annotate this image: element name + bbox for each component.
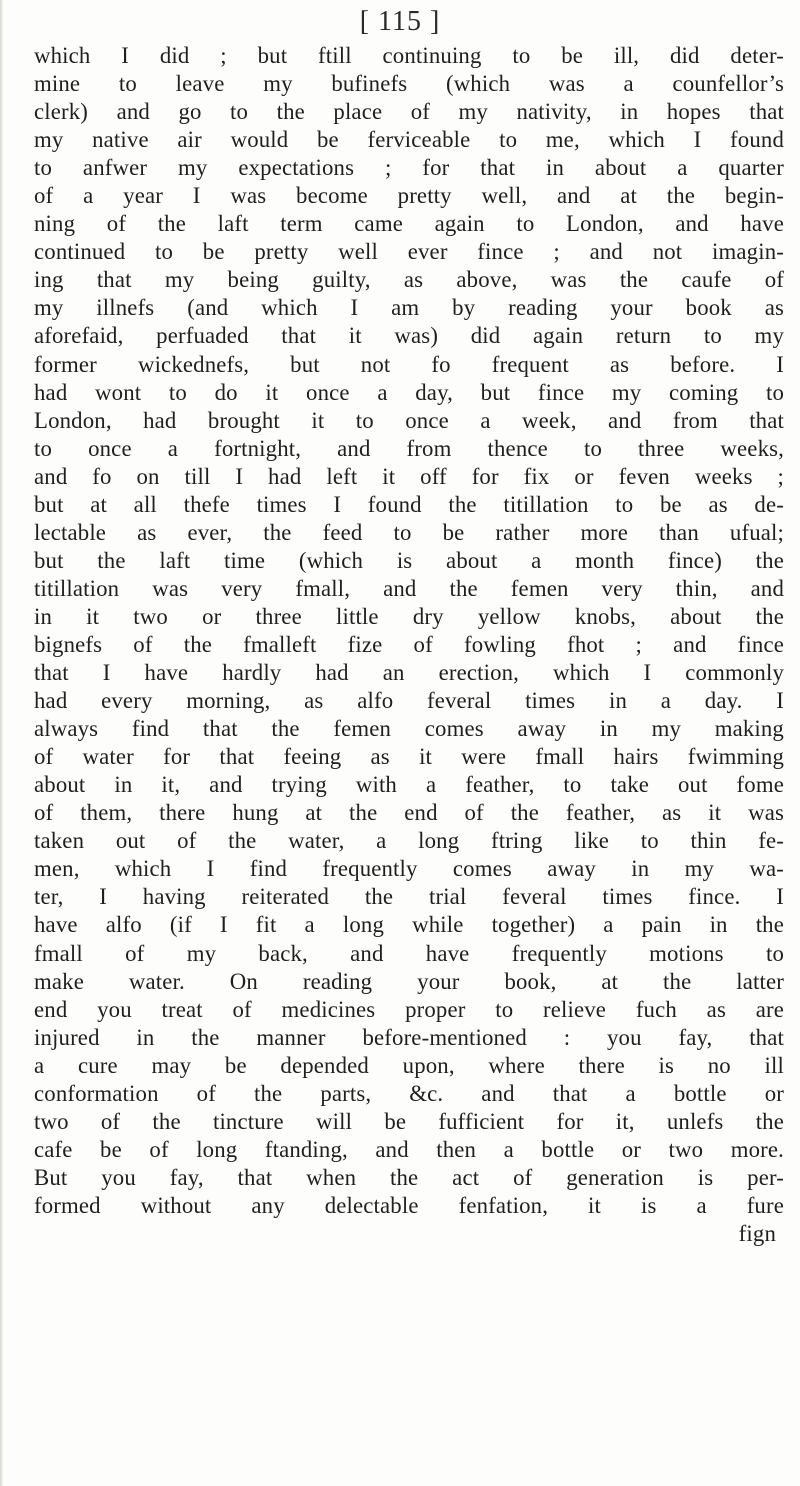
text-line: that I have hardly had an erection, which I commonly: [34, 660, 784, 686]
body-text: [34, 42, 784, 1248]
text-line: my native air would be ferviceable to me, which I found: [34, 127, 784, 153]
text-line: of them, there hung at the end of the feather, as it was: [34, 800, 784, 826]
text-line: end you treat of medicines proper to relieve fuch as are: [34, 996, 784, 1022]
text-line: continued to be pretty well ever fince ; and not imagin-: [34, 239, 784, 265]
text-line: about in it, and trying with a feather, to take out fome: [34, 772, 784, 798]
text-line: clerk) and go to the place of my nativity, in hopes that: [34, 99, 784, 125]
text-line: a cure may be depended upon, where there is no ill: [34, 1052, 784, 1078]
text-line: my illnefs (and which I am by reading your book as: [34, 295, 784, 321]
text-line: had wont to do it once a day, but fince my coming to: [34, 379, 784, 405]
text-line: of water for that feeing as it were fmall hairs fwimming: [34, 744, 784, 770]
text-line: but the laft time (which is about a month fince) the: [34, 547, 784, 573]
text-line: ter, I having reiterated the trial feveral times fince. I: [34, 884, 784, 910]
text-line: former wickednefs, but not fo frequent as before. I: [34, 351, 784, 377]
text-line: have alfo (if I fit a long while together) a pain in the: [34, 912, 784, 938]
text-line: but at all thefe times I found the titillation to be as de-: [34, 491, 784, 517]
text-line: to anfwer my expectations ; for that in about a quarter: [34, 155, 784, 181]
text-line: titillation was very fmall, and the femen very thin, and: [34, 575, 784, 601]
text-line: conformation of the parts, &c. and that a bottle or: [34, 1080, 784, 1106]
text-line: lectable as ever, the feed to be rather more than ufual;: [34, 519, 784, 545]
text-line: men, which I find frequently comes away in my wa-: [34, 856, 784, 882]
page-number-header: [ 115 ]: [359, 6, 441, 37]
page-edge-shadow: [0, 0, 3, 1486]
text-line: which I did ; but ftill continuing to be ill, did deter-: [34, 43, 784, 68]
text-line: ing that my being guilty, as above, was the caufe of: [34, 267, 784, 293]
text-line: cafe be of long ftanding, and then a bottle or two more.: [34, 1136, 784, 1162]
text-line: mine to leave my bufinefs (which was a counfellor’s: [34, 71, 784, 97]
text-line: of a year I was become pretty well, and at the begin-: [34, 183, 784, 209]
catchword: fign: [738, 1220, 776, 1246]
text-line: bignefs of the fmalleft fize of fowling fhot ; and fince: [34, 631, 784, 657]
text-line: to once a fortnight, and from thence to three weeks,: [34, 435, 784, 461]
text-line: ning of the laft term came again to London, and have: [34, 211, 784, 237]
text-line: formed without any delectable fenfation, it is a fure: [34, 1192, 784, 1218]
text-line: London, had brought it to once a week, and from that: [34, 407, 784, 433]
text-line: make water. On reading your book, at the latter: [34, 968, 784, 994]
text-line: taken out of the water, a long ftring like to thin fe-: [34, 828, 784, 854]
text-line: in it two or three little dry yellow knobs, about the: [34, 603, 784, 629]
text-line: always find that the femen comes away in my making: [34, 716, 784, 742]
text-line: two of the tincture will be fufficient for it, unlefs the: [34, 1108, 784, 1134]
text-line: and fo on till I had left it off for fix or feven weeks ;: [34, 463, 784, 489]
text-line: injured in the manner before-mentioned : you fay, that: [34, 1024, 784, 1050]
text-line: aforefaid, perfuaded that it was) did again return to my: [34, 323, 784, 349]
text-line: But you fay, that when the act of generation is per-: [34, 1164, 784, 1190]
text-line: had every morning, as alfo feveral times in a day. I: [34, 688, 784, 714]
text-line: fmall of my back, and have frequently motions to: [34, 940, 784, 966]
